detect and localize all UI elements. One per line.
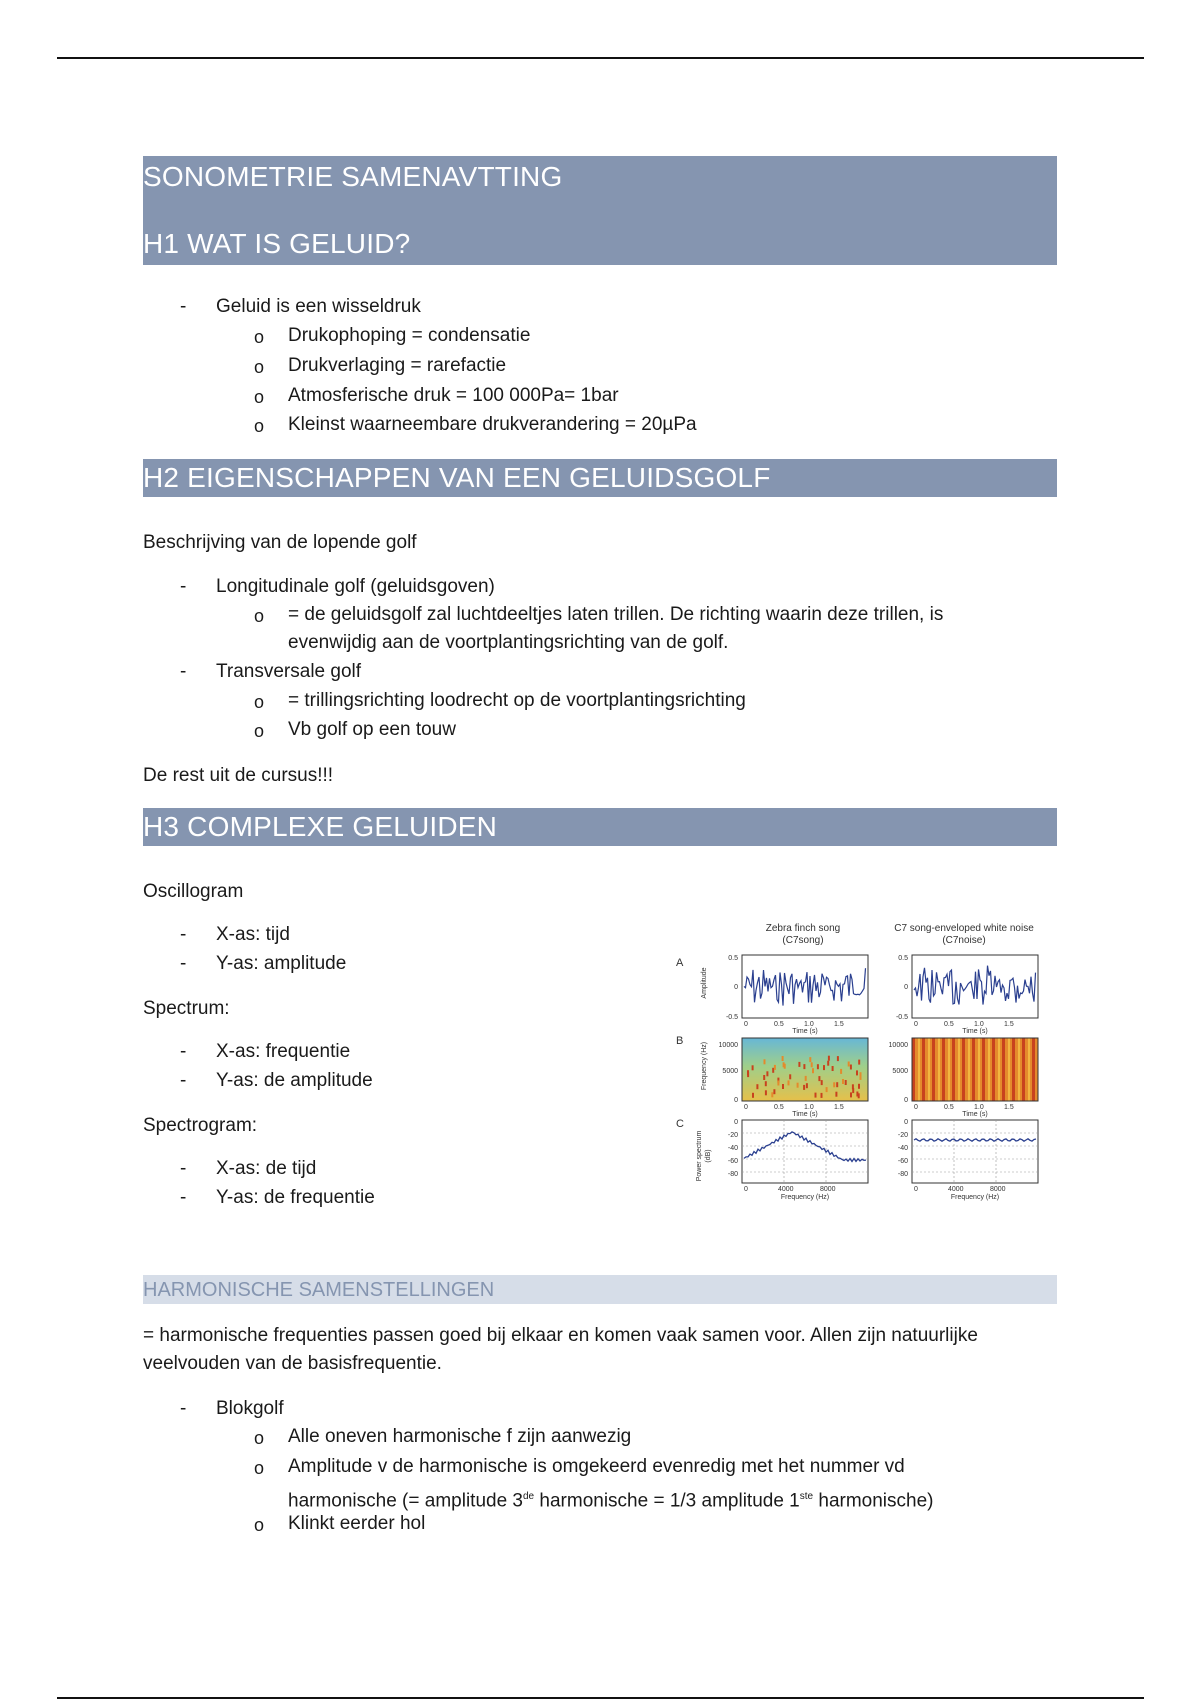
circle-bullet: o: [254, 357, 265, 377]
tick-label: 10000: [718, 1042, 738, 1049]
spectrogram-mark: [860, 1075, 862, 1080]
col1-subtitle: (C7song): [782, 935, 824, 946]
spectrogram-mark: [789, 1074, 791, 1079]
tick-label: 1.0: [804, 1104, 814, 1111]
circle-bullet: o: [254, 1428, 265, 1448]
spectrogram-mark: [856, 1070, 858, 1075]
y-axis-label: Frequency (Hz): [701, 1041, 708, 1091]
spectrogram-mark: [821, 1093, 823, 1098]
tick-label: -60: [727, 1158, 738, 1165]
spectrogram-mark: [858, 1060, 860, 1065]
tick-label: 0: [744, 1186, 748, 1193]
spectrogram-mark: [803, 1064, 805, 1069]
spectrogram-panel-left: [742, 1038, 868, 1101]
tick-label: 0.5: [898, 955, 908, 962]
spectrogram-mark: [818, 1076, 820, 1081]
sub-item: Drukophoping = condensatie: [288, 325, 531, 346]
list-item: Blokgolf: [216, 1398, 284, 1419]
power-spectrum-panel-right: [912, 1120, 1038, 1183]
text-run: harmonische (= amplitude 3: [288, 1490, 523, 1512]
tick-label: 1.0: [804, 1021, 814, 1028]
dash-bullet: -: [180, 924, 187, 945]
circle-bullet: o: [254, 721, 265, 741]
tick-label: 1.5: [834, 1104, 844, 1111]
tick-label: 0: [734, 1119, 738, 1126]
tick-label: -0.5: [725, 1014, 738, 1021]
list-item: Y-as: de frequentie: [216, 1187, 375, 1208]
row-label: C: [676, 1118, 684, 1130]
spectrogram-mark: [858, 1084, 860, 1089]
spectrogram-mark: [848, 1062, 850, 1067]
tick-label: 1.5: [834, 1021, 844, 1028]
dash-bullet: -: [180, 576, 187, 597]
list-item: Y-as: amplitude: [216, 953, 347, 974]
spectrogram-panel-right: [912, 1038, 1038, 1101]
spectrogram-mark: [765, 1081, 767, 1086]
dash-bullet: -: [180, 953, 187, 974]
title-band: [143, 156, 1057, 265]
spectrogram-mark: [747, 1072, 749, 1077]
spectrogram-mark: [771, 1092, 773, 1097]
document-title: SONOMETRIE SAMENAVTTING: [143, 161, 563, 192]
list-item: Transversale golf: [216, 661, 362, 682]
sub-item-continued: evenwijdig aan de voortplantingsrichting van de golf.: [288, 632, 729, 653]
sub-item: Amplitude v de harmonische is omgekeerd evenredig met het nummer vd: [288, 1456, 905, 1477]
tick-label: -0.5: [895, 1014, 908, 1021]
dash-bullet: -: [180, 1070, 187, 1091]
paragraph: veelvouden van de basisfrequentie.: [143, 1353, 442, 1374]
spectrogram-mark: [828, 1056, 830, 1061]
sub-item: = de geluidsgolf zal luchtdeeltjes laten trillen. De richting waarin deze trillen, is: [288, 604, 944, 625]
spectrogram-mark: [850, 1092, 852, 1097]
tick-label: 0.5: [944, 1104, 954, 1111]
circle-bullet: o: [254, 1515, 265, 1535]
spectrogram-mark: [811, 1062, 813, 1067]
spectrogram-mark: [766, 1071, 768, 1076]
tick-label: 1.5: [1004, 1104, 1014, 1111]
row-label: A: [676, 957, 684, 969]
tick-label: 0: [914, 1186, 918, 1193]
spectrogram-mark: [752, 1093, 754, 1098]
circle-bullet: o: [254, 692, 265, 712]
spectrogram-mark: [809, 1057, 811, 1062]
tick-label: -80: [727, 1171, 738, 1178]
list-item: Geluid is een wisseldruk: [216, 296, 421, 317]
h2-heading: H2 EIGENSCHAPPEN VAN EEN GELUIDSGOLF: [143, 462, 771, 493]
list-item: X-as: de tijd: [216, 1158, 317, 1179]
tick-label: -40: [897, 1145, 908, 1152]
spectrogram-mark: [833, 1082, 835, 1087]
sound-figure: [672, 920, 1060, 1210]
tick-label: 0: [904, 1097, 908, 1104]
text-run: harmonische = 1/3 amplitude 1: [534, 1490, 800, 1512]
list-item: X-as: frequentie: [216, 1041, 351, 1062]
spectrogram-mark: [752, 1065, 754, 1070]
x-axis-label: Time (s): [962, 1111, 988, 1118]
spectrogram-mark: [806, 1083, 808, 1088]
tick-label: 0.5: [774, 1021, 784, 1028]
section-label: Spectrum:: [143, 998, 230, 1019]
spectrogram-mark: [774, 1065, 776, 1070]
superscript: de: [523, 1491, 535, 1502]
y-axis-label: Power spectrum: [696, 1130, 703, 1182]
subsection-heading: HARMONISCHE SAMENSTELLINGEN: [143, 1279, 495, 1301]
spectrogram-mark: [777, 1081, 779, 1086]
h2-band: [143, 459, 1057, 497]
x-axis-label: Time (s): [792, 1028, 818, 1035]
list-item: X-as: tijd: [216, 924, 290, 945]
spectrogram-mark: [782, 1084, 784, 1089]
sub-item: Klinkt eerder hol: [288, 1513, 426, 1534]
top-rule: [57, 57, 1144, 59]
spectrogram-mark: [797, 1083, 799, 1088]
dash-bullet: -: [180, 1187, 187, 1208]
spectrogram-mark: [763, 1075, 765, 1080]
spectrogram-mark: [823, 1065, 825, 1070]
tick-label: 0: [744, 1021, 748, 1028]
list-item: Y-as: de amplitude: [216, 1070, 373, 1091]
tick-label: 0: [904, 1119, 908, 1126]
spectrogram-mark: [798, 1062, 800, 1067]
h3-heading: H3 COMPLEXE GELUIDEN: [143, 811, 498, 842]
tick-label: 0.5: [728, 955, 738, 962]
spectrogram-mark: [783, 1062, 785, 1067]
tick-label: 0: [744, 1104, 748, 1111]
spectrogram-mark: [756, 1084, 758, 1089]
tick-label: -80: [897, 1171, 908, 1178]
circle-bullet: o: [254, 1458, 265, 1478]
spectrogram-mark: [805, 1076, 807, 1081]
tick-label: 1.0: [974, 1021, 984, 1028]
tick-label: -60: [897, 1158, 908, 1165]
power-spectrum-panel-left: [742, 1120, 868, 1183]
tick-label: 8000: [820, 1186, 836, 1193]
spectrogram-mark: [821, 1080, 823, 1085]
tick-label: 5000: [892, 1068, 908, 1075]
spectrogram-mark: [845, 1080, 847, 1085]
subsection-band: [143, 1275, 1057, 1304]
spectrogram-mark: [817, 1064, 819, 1069]
spectrogram-mark: [815, 1093, 817, 1098]
h1-heading: H1 WAT IS GELUID?: [143, 228, 411, 259]
x-axis-label: Time (s): [792, 1111, 818, 1118]
tick-label: 4000: [948, 1186, 964, 1193]
spectrogram-mark: [836, 1082, 838, 1087]
spectrogram-mark: [803, 1085, 805, 1090]
col2-title: C7 song-enveloped white noise: [894, 923, 1034, 934]
sub-item: Drukverlaging = rarefactie: [288, 355, 507, 376]
spectrogram-mark: [842, 1079, 844, 1084]
spectrogram-mark: [858, 1093, 860, 1098]
dash-bullet: -: [180, 661, 187, 682]
bottom-rule: [57, 1697, 1144, 1699]
dash-bullet: -: [180, 296, 187, 317]
circle-bullet: o: [254, 327, 265, 347]
x-axis-label: Time (s): [962, 1028, 988, 1035]
spectrogram-mark: [764, 1059, 766, 1064]
spectrogram-mark: [840, 1069, 842, 1074]
y-axis-label: Amplitude: [701, 967, 708, 999]
spectrogram-mark: [773, 1089, 775, 1094]
circle-bullet: o: [254, 387, 265, 407]
section-label: Spectrogram:: [143, 1115, 258, 1136]
x-axis-label: Frequency (Hz): [950, 1194, 1000, 1201]
tick-label: -20: [727, 1132, 738, 1139]
tick-label: -40: [727, 1145, 738, 1152]
circle-bullet: o: [254, 606, 265, 626]
spectrogram-mark: [812, 1068, 814, 1073]
sub-item-continued: [288, 1485, 934, 1513]
tick-label: -20: [897, 1132, 908, 1139]
spectrogram-mark: [765, 1090, 767, 1095]
tick-label: 0: [914, 1021, 918, 1028]
superscript: ste: [799, 1491, 814, 1502]
x-axis-label: Frequency (Hz): [780, 1194, 830, 1201]
paragraph: De rest uit de cursus!!!: [143, 765, 334, 786]
list-item: Longitudinale golf (geluidsgoven): [216, 576, 495, 597]
tick-label: 0: [904, 984, 908, 991]
spectrogram-mark: [837, 1056, 839, 1061]
sub-item: Atmosferische druk = 100 000Pa= 1bar: [288, 385, 619, 406]
dash-bullet: -: [180, 1158, 187, 1179]
tick-label: 0.5: [774, 1104, 784, 1111]
sub-item: = trillingsrichting loodrecht op de voortplantingsrichting: [288, 690, 746, 711]
section-label: Oscillogram: [143, 881, 244, 902]
paragraph: Beschrijving van de lopende golf: [143, 532, 417, 553]
paragraph: = harmonische frequenties passen goed bij elkaar en komen vaak samen voor. Allen zijn natuurlijke: [143, 1325, 978, 1346]
spectrogram-mark: [826, 1087, 828, 1092]
sub-item: Alle oneven harmonische f zijn aanwezig: [288, 1426, 632, 1447]
h3-band: [143, 808, 1057, 846]
spectrogram-mark: [788, 1080, 790, 1085]
text-run: harmonische): [813, 1490, 934, 1512]
y-axis-label: (dB): [705, 1149, 712, 1163]
spectrogram-mark: [832, 1066, 834, 1071]
col2-subtitle: (C7noise): [942, 935, 986, 946]
sub-item: Vb golf op een touw: [288, 719, 456, 740]
tick-label: 0: [734, 984, 738, 991]
tick-label: 1.5: [1004, 1021, 1014, 1028]
tick-label: 1.0: [974, 1104, 984, 1111]
spectrogram-mark: [835, 1092, 837, 1097]
spectrogram-mark: [850, 1065, 852, 1070]
row-label: B: [676, 1035, 684, 1047]
spectrogram-mark: [827, 1061, 829, 1066]
tick-label: 0: [914, 1104, 918, 1111]
spectrogram-mark: [852, 1088, 854, 1093]
tick-label: 4000: [778, 1186, 794, 1193]
tick-label: 0: [734, 1097, 738, 1104]
tick-label: 10000: [888, 1042, 908, 1049]
col1-title: Zebra finch song: [765, 923, 841, 934]
tick-label: 5000: [722, 1068, 738, 1075]
dash-bullet: -: [180, 1041, 187, 1062]
sub-item: Kleinst waarneembare drukverandering = 20µPa: [288, 414, 697, 435]
tick-label: 8000: [990, 1186, 1006, 1193]
circle-bullet: o: [254, 416, 265, 436]
dash-bullet: -: [180, 1398, 187, 1419]
tick-label: 0.5: [944, 1021, 954, 1028]
spectrogram-mark: [782, 1056, 784, 1061]
